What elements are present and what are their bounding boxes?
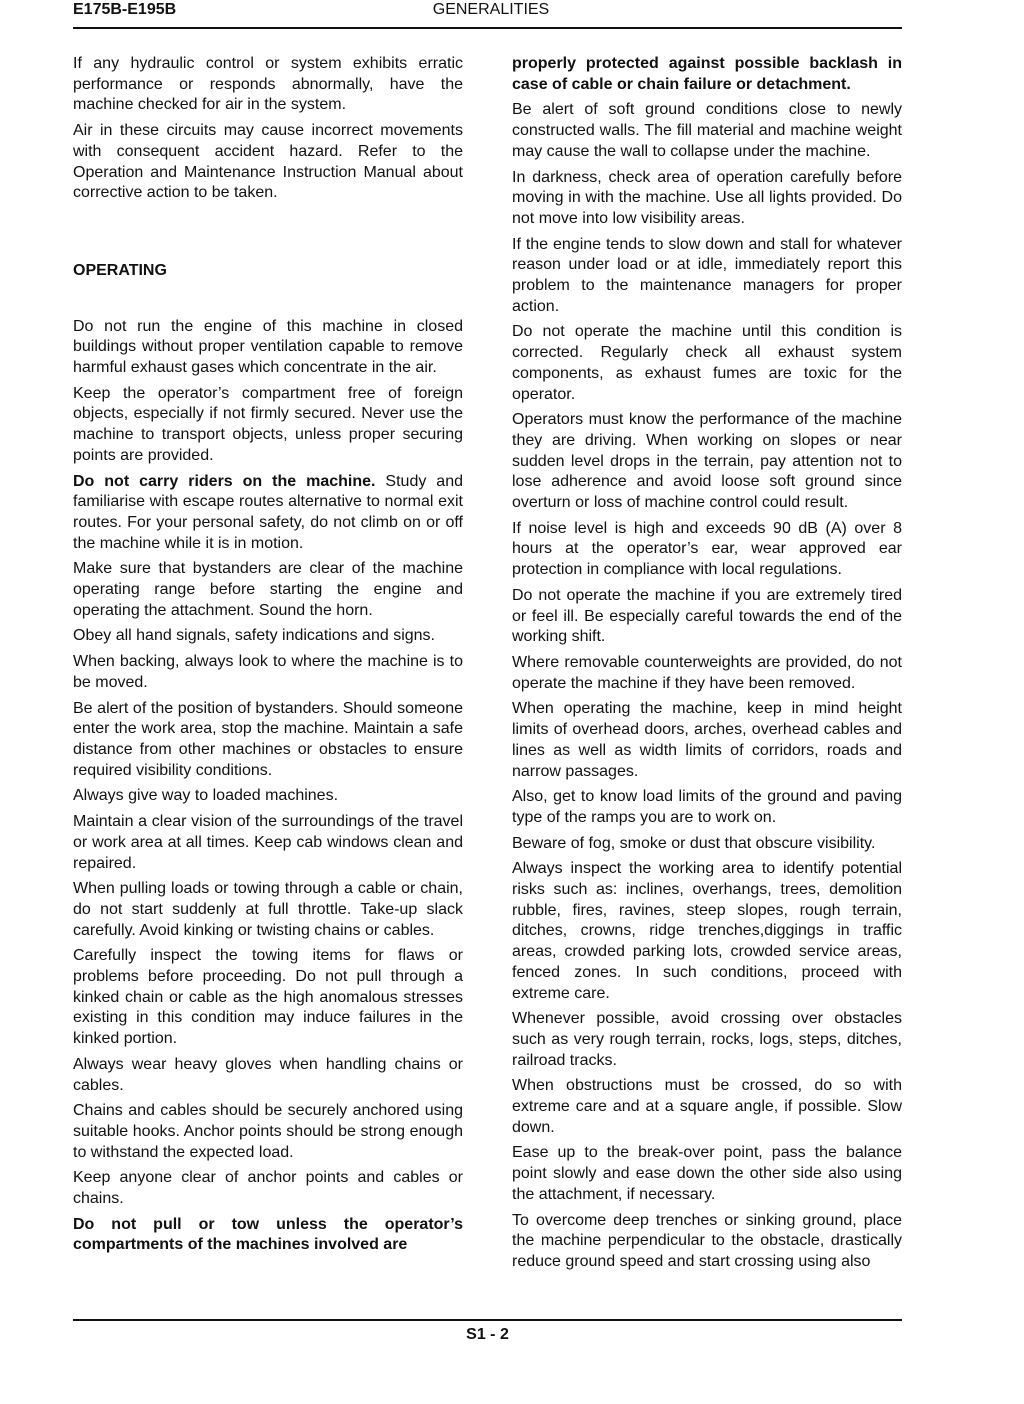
header-section-title: GENERALITIES bbox=[432, 1, 550, 18]
paragraph: Do not operate the machine until this condition is corrected. Regularly check all exhaust system components, as exhaust fumes are toxic for the operator. bbox=[512, 323, 902, 403]
right-column bbox=[512, 54, 902, 1278]
paragraph: Always inspect the working area to identify potential risks such as: inclines, overhangs, trees, demolition rubble, fires, ravines, steep slopes, rough terrain, ditches, crowns, ridge trenches,diggings in traffic areas, crowded parking lots, crowded service areas, fenced zones. In such conditions, proceed with extreme care. bbox=[512, 860, 902, 1002]
section-heading: OPERATING bbox=[73, 261, 167, 279]
paragraph: In darkness, check area of operation carefully before moving in with the machine. Use all lights provided. Do not move into low visibility areas. bbox=[512, 168, 902, 227]
header-rule bbox=[73, 27, 902, 29]
paragraph: Make sure that bystanders are clear of the machine operating range before starting the engine and operating the attachment. Sound the horn. bbox=[73, 560, 463, 619]
paragraph: Whenever possible, avoid crossing over obstacles such as very rough terrain, rocks, logs, steps, ditches, railroad tracks. bbox=[512, 1010, 902, 1069]
paragraph: Obey all hand signals, safety indications and signs. bbox=[73, 627, 435, 645]
paragraph bbox=[73, 472, 463, 555]
paragraph: When pulling loads or towing through a cable or chain, do not start suddenly at full throttle. Take-up slack carefully. Avoid kinking or twisting chains or cables. bbox=[73, 880, 463, 939]
paragraph: To overcome deep trenches or sinking ground, place the machine perpendicular to the obstacle, drastically reduce ground speed and start crossing using also bbox=[512, 1211, 902, 1270]
paragraph: Keep anyone clear of anchor points and cables or chains. bbox=[73, 1169, 463, 1208]
bold-text: Do not carry riders on the machine. bbox=[73, 472, 376, 490]
paragraph: Do not operate the machine if you are extremely tired or feel ill. Be especially careful towards the end of the working shift. bbox=[512, 586, 902, 646]
footer-rule bbox=[73, 1319, 902, 1321]
paragraph: Operators must know the performance of the machine they are driving. When working on slopes or near sudden level drops in the terrain, pay attention not to lose adherence and avoid loose soft ground since overturn or loss of machine control could result. bbox=[512, 411, 902, 512]
bold-paragraph: properly protected against possible backlash in case of cable or chain failure or detachment. bbox=[512, 55, 902, 93]
paragraph: Be alert of the position of bystanders. Should someone enter the work area, stop the machine. Maintain a safe distance from other machines or obstacles to ensure required visibility conditions. bbox=[73, 699, 463, 779]
paragraph: Always wear heavy gloves when handling chains or cables. bbox=[73, 1055, 463, 1094]
paragraph: Carefully inspect the towing items for flaws or problems before proceeding. Do not pull through a kinked chain or cable as the high anomalous stresses existing in this condition may induce failures in the kinked portion. bbox=[73, 947, 463, 1048]
paragraph: Ease up to the break-over point, pass the balance point slowly and ease down the other side also using the attachment, if necessary. bbox=[512, 1144, 902, 1203]
paragraph: When obstructions must be crossed, do so with extreme care and at a square angle, if possible. Slow down. bbox=[512, 1077, 902, 1136]
paragraph: When operating the machine, keep in mind height limits of overhead doors, arches, overhead cables and lines as well as width limits of corridors, roads and narrow passages. bbox=[512, 700, 902, 780]
paragraph: Also, get to know load limits of the ground and paving type of the ramps you are to work on. bbox=[512, 788, 902, 826]
paragraph: If any hydraulic control or system exhibits erratic performance or responds abnormally, have the machine checked for air in the system. bbox=[73, 55, 463, 114]
bold-paragraph: Do not pull or tow unless the operator’s compartments of the machines involved are bbox=[73, 1215, 463, 1254]
paragraph: Maintain a clear vision of the surroundings of the travel or work area at all times. Keep cab windows clean and repaired. bbox=[73, 813, 463, 872]
paragraph: Always give way to loaded machines. bbox=[73, 787, 339, 805]
paragraph: Chains and cables should be securely anchored using suitable hooks. Anchor points should be strong enough to withstand the expected load. bbox=[73, 1102, 463, 1161]
paragraph: Air in these circuits may cause incorrect movements with consequent accident hazard. Refer to the Operation and Maintenance Instruction Manual about corrective action to be taken. bbox=[73, 122, 463, 202]
paragraph: Be alert of soft ground conditions close to newly constructed walls. The fill material and machine weight may cause the wall to collapse under the machine. bbox=[512, 101, 902, 160]
text: Study and familiarise with escape routes alternative to normal exit routes. For your personal safety, do not climb on or off the machine while it is in motion. bbox=[73, 472, 463, 552]
paragraph: Where removable counterweights are provided, do not operate the machine if they have been removed. bbox=[512, 653, 902, 692]
paragraph: If the engine tends to slow down and stall for whatever reason under load or at idle, immediately report this problem to the maintenance managers for proper action. bbox=[512, 235, 902, 315]
paragraph: If noise level is high and exceeds 90 dB (A) over 8 hours at the operator’s ear, wear approved ear protection in compliance with local regulations. bbox=[512, 519, 902, 579]
left-column bbox=[73, 54, 463, 1261]
paragraph: Beware of fog, smoke or dust that obscure visibility. bbox=[512, 834, 876, 852]
page-number: S1 - 2 bbox=[466, 1326, 509, 1343]
header-model: E175B-E195B bbox=[73, 1, 177, 18]
paragraph: When backing, always look to where the machine is to be moved. bbox=[73, 653, 463, 691]
paragraph: Keep the operator’s compartment free of foreign objects, especially if not firmly secured. Never use the machine to transport objects, unless proper securing points are provided. bbox=[73, 384, 463, 464]
paragraph: Do not run the engine of this machine in closed buildings without proper ventilation capable to remove harmful exhaust gases which concentrate in the air. bbox=[73, 317, 463, 377]
